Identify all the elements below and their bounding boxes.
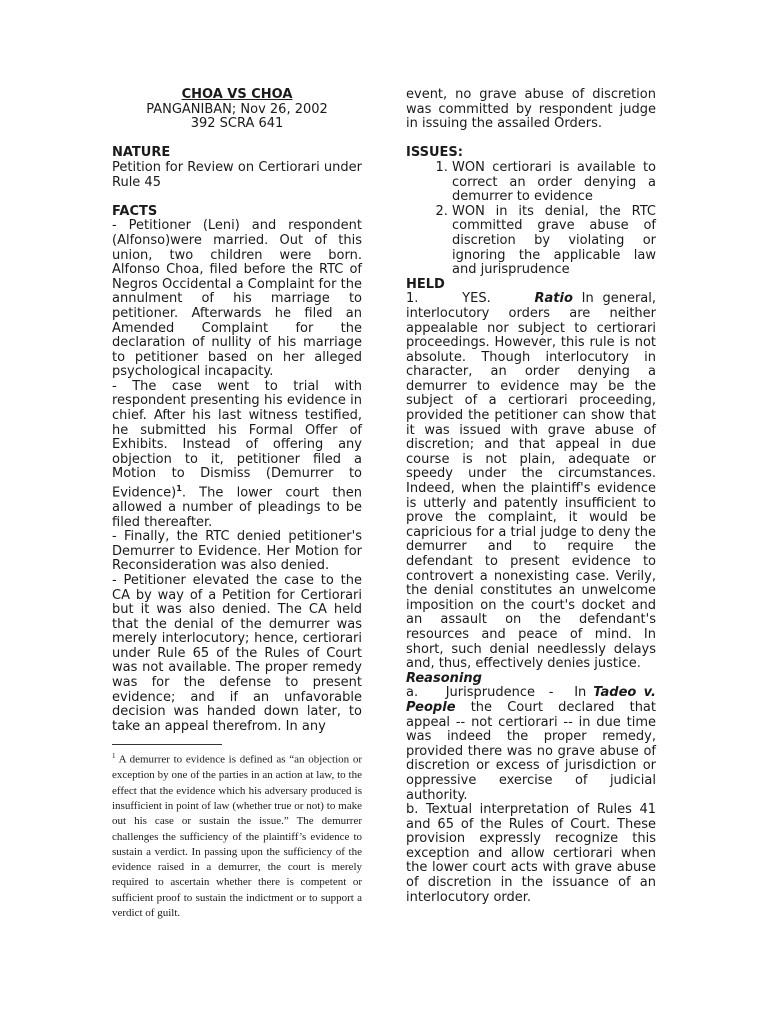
reasoning-a-text: the Court declared that appeal -- not certiorari -- in due time was indeed the proper remedy, provided there was no grave abuse of discretion or excess of jurisdiction or oppressive exercise of judicial authority.	[406, 699, 656, 803]
footnote-reference: 1	[176, 484, 182, 494]
held-number: 1. YES.	[406, 291, 535, 307]
ratio-text: In general, interlocutory orders are neither appealable nor subject to certiorari proceedings. However, this rule is not absolute. Though interlocutory in character, an order denying a demurrer to evidence may be the subject of a certiorari proceeding, provided the petitioner can show that it was issued with grave abuse of discretion; and that appeal in due course is not plain, adequate or speedy under the circumstances. Indeed, when the plaintiff's evidence is utterly and patently insufficient to prove the complaint, it would be capricious for a trial judge to deny the demurrer and to require the defendant to present evidence to controvert a nonexisting case. Verily, the denial constitutes an unwelcome imposition on the court's docket and an assault on the defendant's resources and peace of mind. In short, such denial needlessly delays and, thus, effectively denies justice.	[406, 291, 656, 672]
left-column	[112, 88, 362, 921]
footnote-divider	[112, 744, 222, 745]
facts-paragraph: - Finally, the RTC denied petitioner's Demurrer to Evidence. Her Motion for Reconsideration was also denied.	[112, 529, 362, 574]
issues-heading: ISSUES:	[406, 145, 463, 161]
facts-paragraph: - Petitioner (Leni) and respondent (Alfonso)were married. Out of this union, two children were born. Alfonso Choa, filed before the RTC of Negros Occidental a Complaint for the annulment of his marriage to petitioner. Afterwards he filed an Amended Complaint for the declaration of nullity of his marriage to petitioner based on her alleged psychological incapacity.	[112, 218, 362, 380]
facts-text: . The lower court then allowed a number of pleadings to be filed thereafter.	[112, 485, 362, 530]
footnote-text: A demurrer to evidence is defined as “an objection or exception by one of the parties in an action at law, to the effect that the evidence which his adversary produced is insufficient in point of law (whether true or not) to make out his case or sustain the issue.” The demurrer challenges the sufficiency of the plaintiff’s evidence to sustain a verdict. In passing upon the sufficiency of the evidence raised in a demurrer, the court is merely required to ascertain whether there is competent or sufficient proof to sustain the indictment or to support a verdict of guilt.	[112, 754, 362, 920]
nature-text: Petition for Review on Certiorari under Rule 45	[112, 159, 362, 190]
reasoning-b: b. Textual interpretation of Rules 41 and 65 of the Rules of Court. These provision expressly recognize this exception and allow certiorari when the lower court acts with grave abuse of discretion in the issuance of an interlocutory order.	[406, 802, 656, 905]
facts-heading: FACTS	[112, 203, 158, 219]
ponente-date: PANGANIBAN; Nov 26, 2002	[146, 101, 328, 117]
facts-paragraph	[112, 380, 362, 530]
facts-continuation: event, no grave abuse of discretion was committed by respondent judge in issuing the assailed Orders.	[406, 87, 656, 132]
facts-text: - The case went to trial with respondent presenting his evidence in chief. After his last witness testified, he submitted his Formal Offer of Exhibits. Instead of offering any objection to it, petitioner filed a Motion to Dismiss (Demurrer to Evidence)	[112, 378, 362, 501]
case-citation: Tadeo v. People	[406, 685, 656, 715]
held-ratio	[406, 292, 656, 671]
footnote-number: 1	[112, 752, 116, 761]
issue-item: 1. WON certiorari is available to correct an order denying a demurrer to evidence	[452, 161, 656, 205]
reasoning-a-prefix: a. Jurisprudence - In	[406, 685, 594, 701]
issue-item: 2. WON in its denial, the RTC committed grave abuse of discretion by violating or ignoring the applicable law and jurisprudence	[452, 205, 656, 278]
footnote	[112, 749, 362, 921]
facts-paragraph: - Petitioner elevated the case to the CA by way of a Petition for Certiorari but it was also denied. The CA held that the denial of the demurrer was merely interlocutory; hence, certiorari under Rule 65 of the Rules of Court was not available. The proper remedy was for the defense to present evidence; and if an unfavorable decision was handed down later, to take an appeal therefrom. In any	[112, 572, 362, 734]
right-column	[406, 88, 656, 905]
ratio-label: Ratio	[534, 291, 573, 307]
nature-heading: NATURE	[112, 145, 171, 161]
citation: 392 SCRA 641	[190, 116, 284, 132]
reasoning-a	[406, 686, 656, 803]
case-title: CHOA VS CHOA	[181, 87, 293, 102]
held-heading: HELD	[406, 276, 445, 292]
issues-list	[406, 161, 656, 278]
reasoning-heading: Reasoning	[406, 670, 482, 686]
